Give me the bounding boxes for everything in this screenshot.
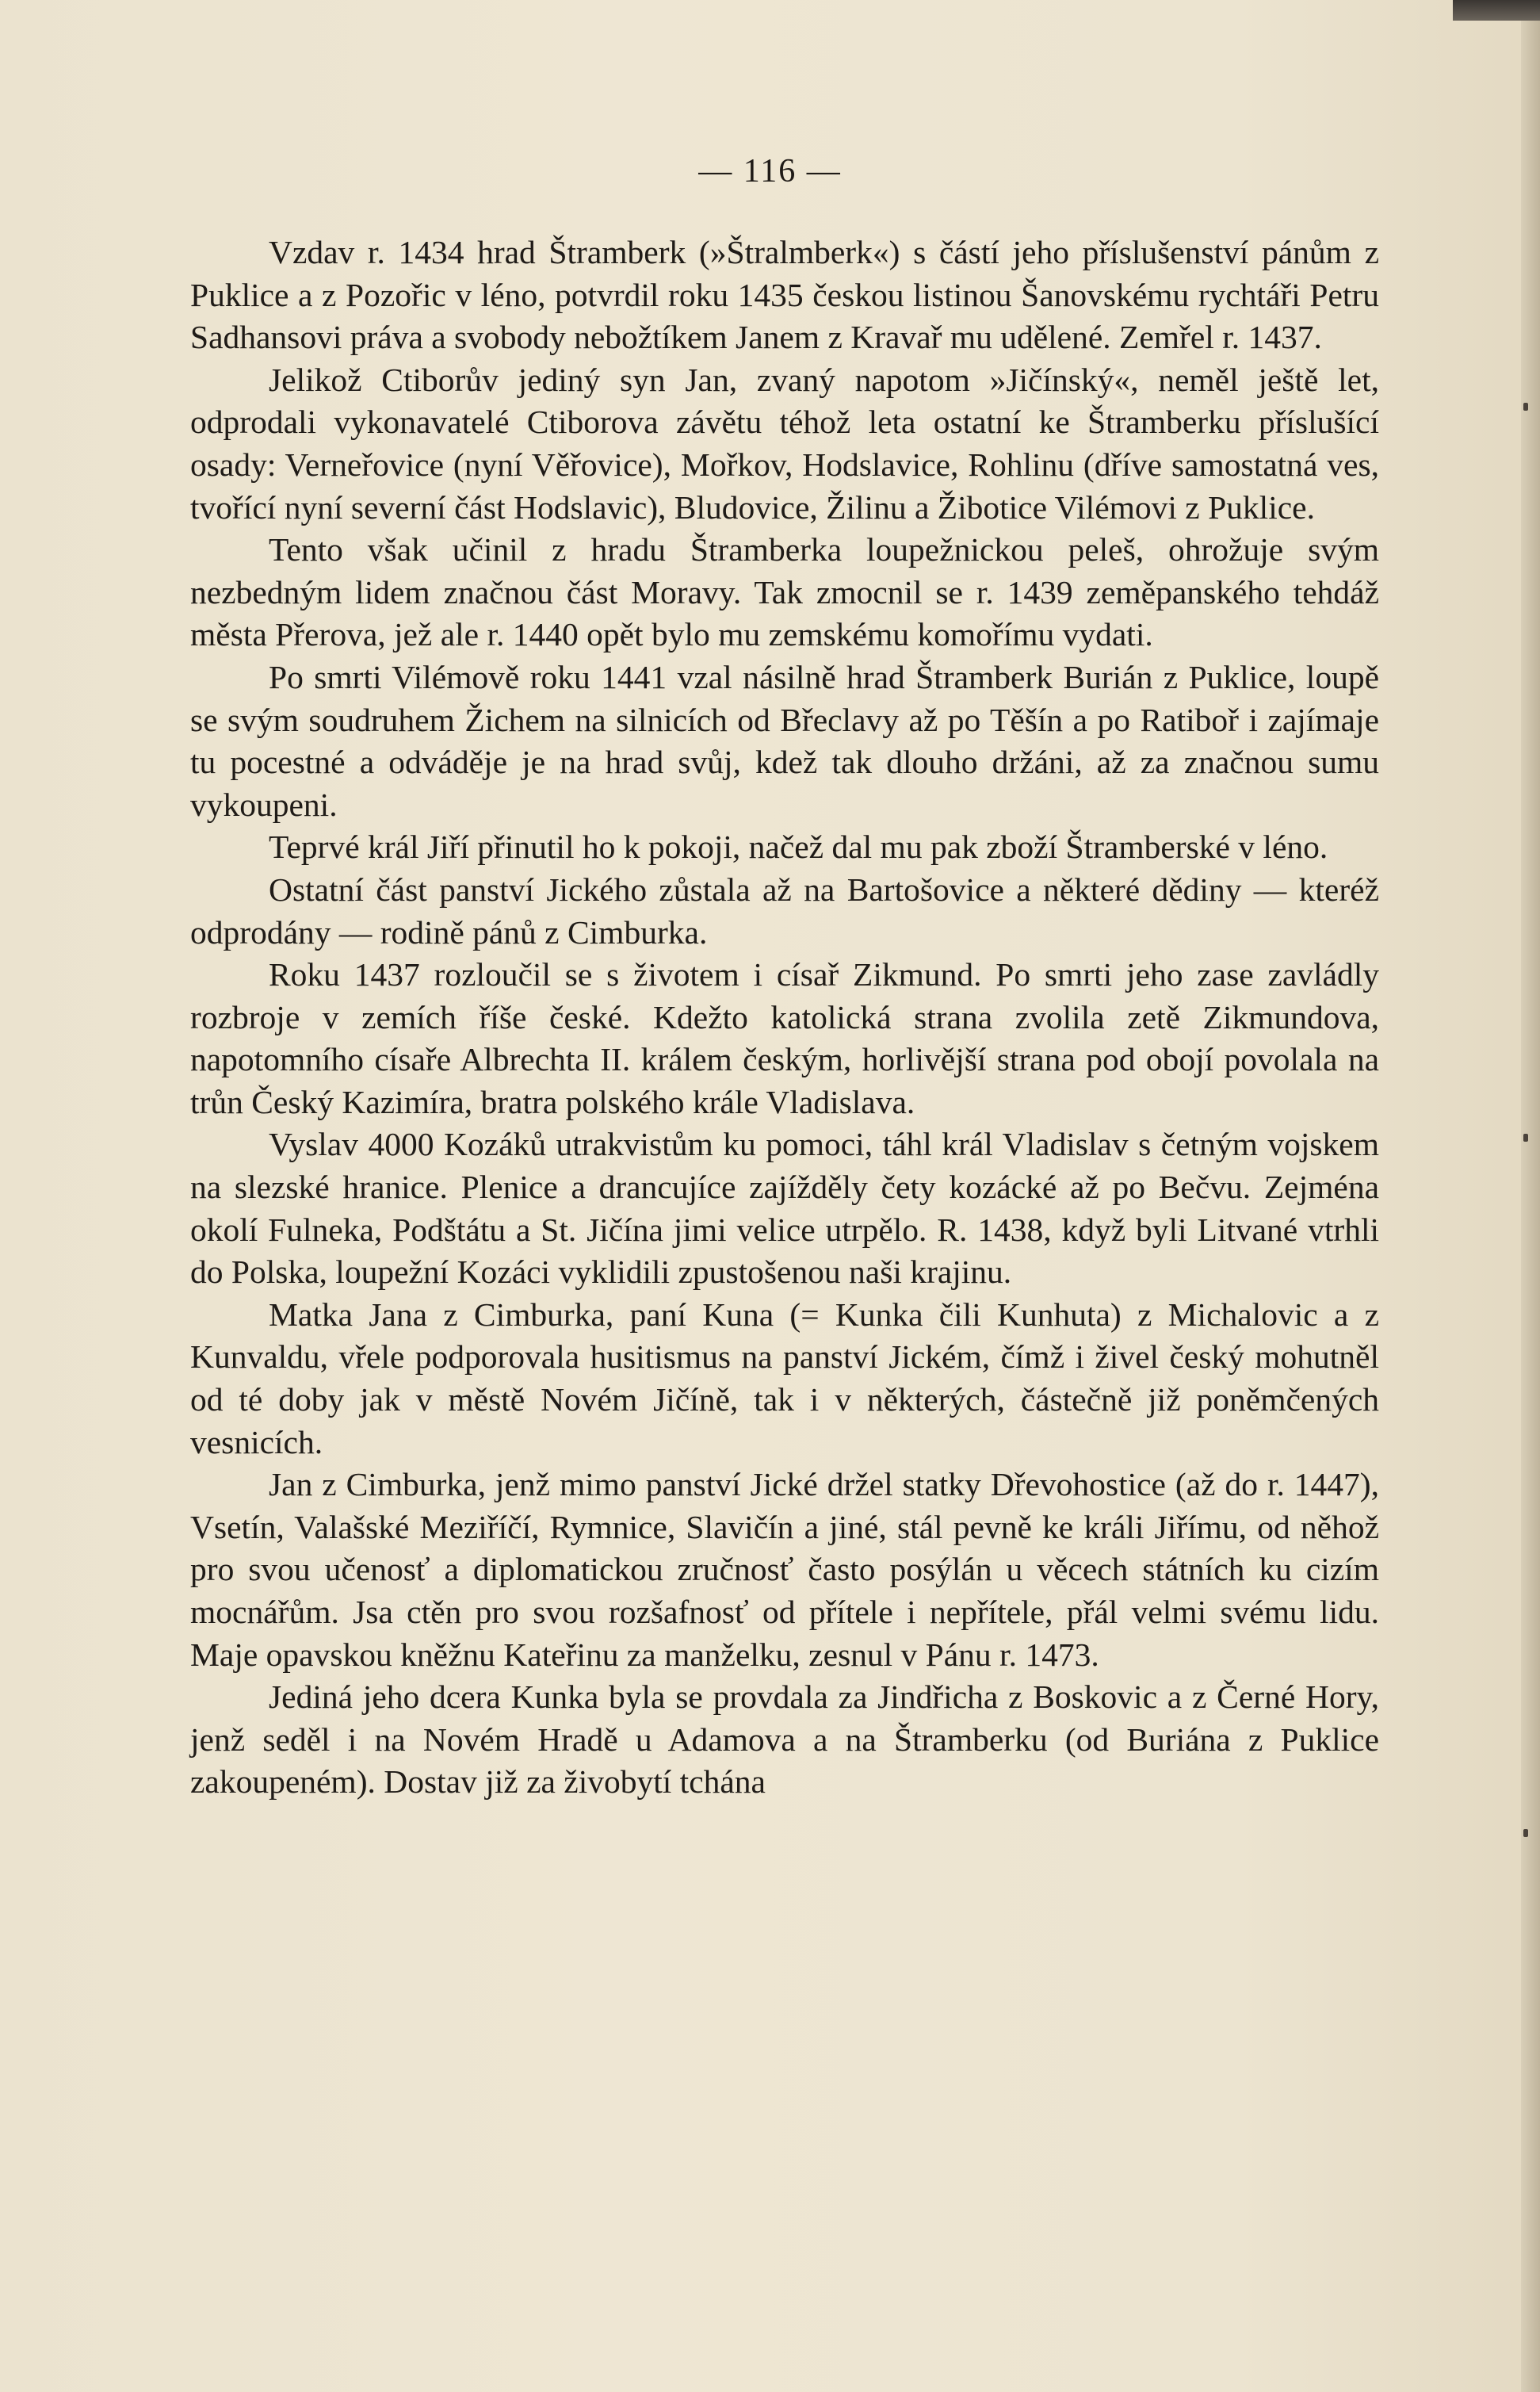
paragraph-6: Ostatní část panství Jického zůstala až na Bartošovice a některé dědiny — kteréž odprodány — rodině pánů z Cimburka.	[190, 871, 1379, 951]
paragraph-8: Vyslav 4000 Kozáků utrakvistům ku pomoci, táhl král Vladislav s četným vojskem na slezské hranice. Plenice a drancujíce zajížděly čety kozácké až po Bečvu. Zejména okolí Fulneka, Podštátu a St. Jičína jimi velice utrpělo. R. 1438, když byli Litvané vtrhli do Polska, loupežní Kozáci vyklidili zpustošenou naši krajinu.	[190, 1126, 1379, 1291]
scan-edge-bar	[1453, 0, 1540, 21]
paragraph-4: Po smrti Vilémově roku 1441 vzal násilně hrad Štramberk Burián z Puklice, loupě se svým soudruhem Žichem na silnicích od Břeclavy až po Těšín a po Ratiboř i zajímaje tu pocestné a odváděje je na hrad svůj, kdež tak dlouho držáni, až za značnou sumu vykoupeni.	[190, 658, 1379, 823]
paragraph-1: Vzdav r. 1434 hrad Štramberk (»Štralmberk«) s částí jeho příslušenství pánům z Puklice a z Pozořic v léno, potvrdil roku 1435 českou listinou Šanovskému rychtáři Petru Sadhansovi práva a svobody nebožtíkem Janem z Kravař mu udělené. Zemřel r. 1437.	[190, 234, 1379, 356]
paragraph-11: Jediná jeho dcera Kunka byla se provdala za Jindřicha z Boskovic a z Černé Hory, jenž seděl i na Novém Hradě u Adamova a na Štramberku (od Buriána z Puklice zakoupeném). Dostav již za živobytí tchána	[190, 1678, 1379, 1801]
margin-mark	[1523, 1134, 1528, 1142]
margin-mark	[1523, 1829, 1528, 1837]
paragraph-7: Roku 1437 rozloučil se s životem i císař Zikmund. Po smrti jeho zase zavládly rozbroje v zemích říše české. Kdežto katolická strana zvolila zetě Zikmundova, napotomního císaře Albrechta II. králem českým, horlivější strana pod obojí povolala na trůn Český Kazimíra, bratra polského krále Vladislava.	[190, 956, 1379, 1120]
page-edge-shadow	[1521, 0, 1540, 2392]
paragraph-10: Jan z Cimburka, jenž mimo panství Jické držel statky Dřevohostice (až do r. 1447), Vsetín, Valašské Meziříčí, Rymnice, Slavičín a jiné, stál pevně ke králi Jiřímu, od něhož pro svou učenosť a diplomatickou zručnosť často posýlán u věcech státních ku cizím mocnářům. Jsa ctěn pro svou rozšafnosť od přítele i nepřítele, přál velmi svému lidu. Maje opavskou kněžnu Kateřinu za manželku, zesnul v Pánu r. 1473.	[190, 1466, 1379, 1673]
paragraph-5: Teprvé král Jiří přinutil ho k pokoji, načež dal mu pak zboží Štramberské v léno.	[269, 829, 1328, 866]
body-text	[190, 232, 1379, 1804]
page-number: — 116 —	[698, 153, 842, 189]
paragraph-3: Tento však učinil z hradu Štramberka loupežnickou peleš, ohrožuje svým nezbedným lidem značnou část Moravy. Tak zmocnil se r. 1439 zeměpanského tehdáž města Přerova, jež ale r. 1440 opět bylo mu zemskému komořímu vydati.	[190, 531, 1379, 653]
paragraph-2: Jelikož Ctiborův jediný syn Jan, zvaný napotom »Jičínský«, neměl ještě let, odprodali vykonavatelé Ctiborova závětu téhož leta ostatní ke Štramberku příslušící osady: Verneřovice (nyní Věřovice), Mořkov, Hodslavice, Rohlinu (dříve samostatná ves, tvořící nyní severní část Hodslavic), Bludovice, Žilinu a Žibotice Vilémovi z Puklice.	[190, 361, 1379, 526]
paragraph-9: Matka Jana z Cimburka, paní Kuna (= Kunka čili Kunhuta) z Michalovic a z Kunvaldu, vřele podporovala husitismus na panství Jickém, čímž i živel český mohutněl od té doby jak v městě Novém Jičíně, tak i v některých, částečně již poněmčených vesnicích.	[190, 1296, 1379, 1460]
margin-mark	[1523, 403, 1528, 411]
